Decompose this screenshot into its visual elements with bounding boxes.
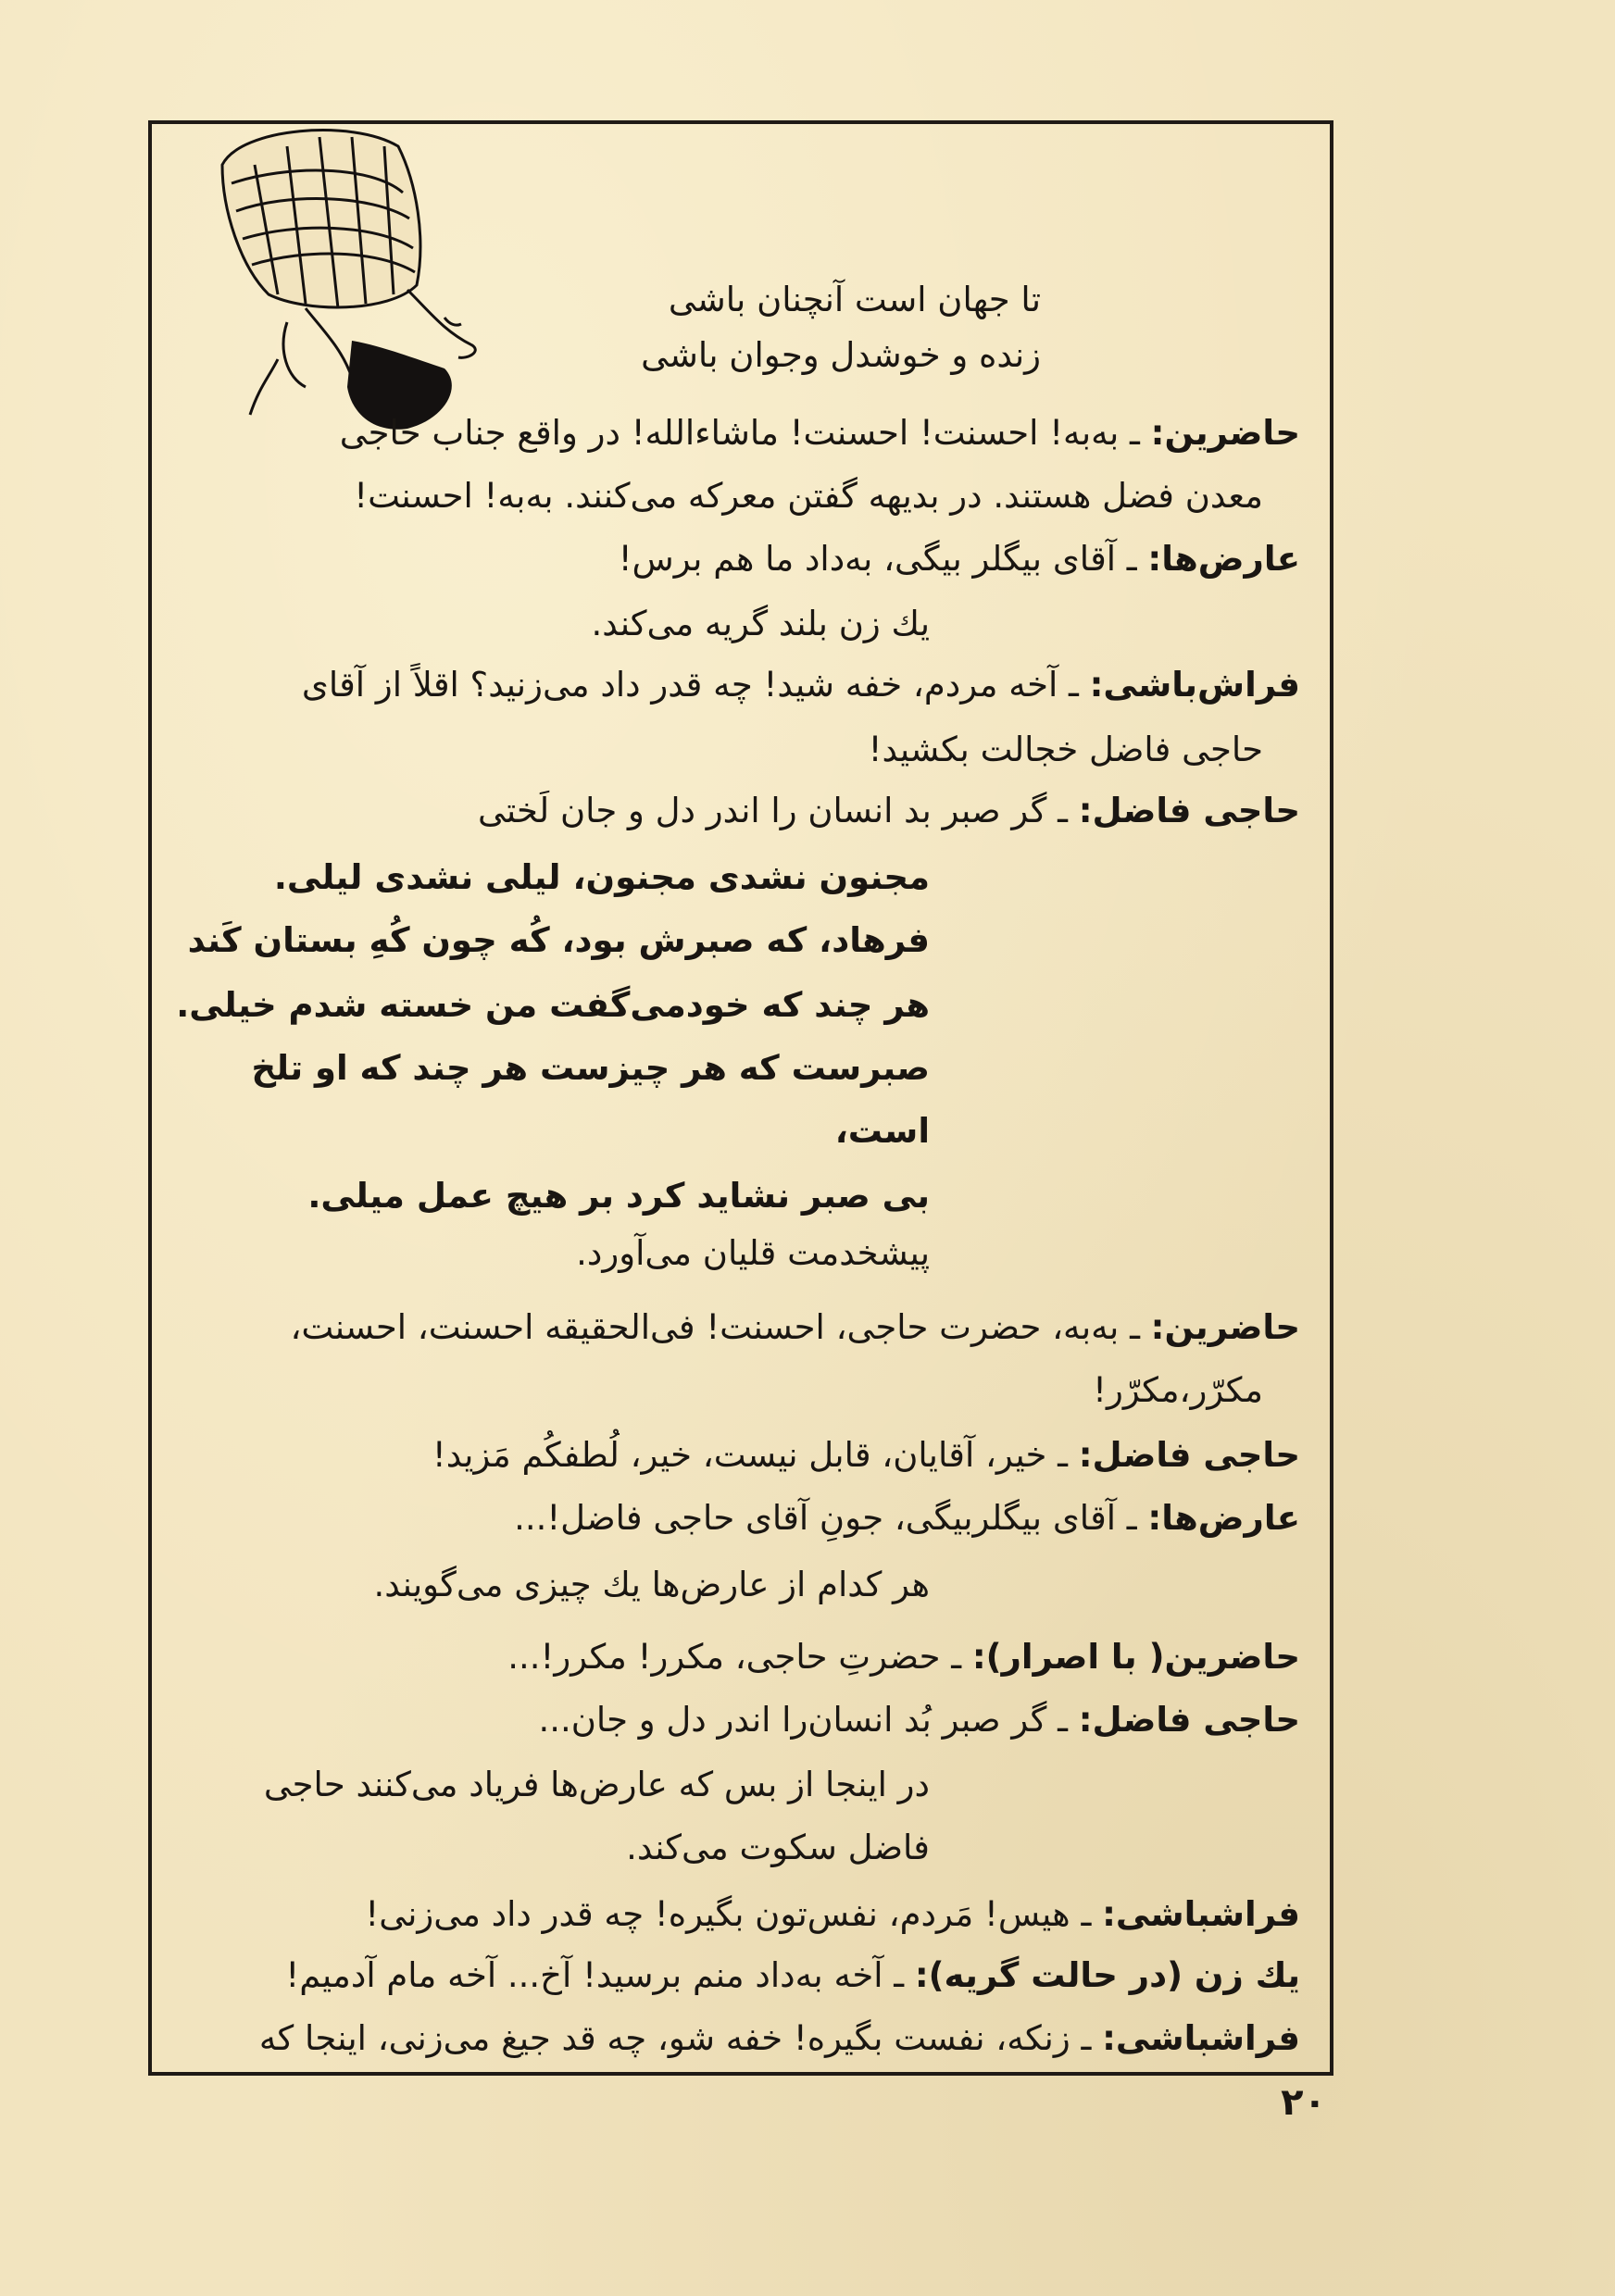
line-text: یك زن بلند گریه می‌کند. [591,604,930,643]
text-line [259,2016,1300,2061]
text-line [188,918,930,963]
text-line [507,1635,1300,1679]
line-text: معدن فضل هستند. در بدیهه گفتن معرکه می‌کنند. به‌به! احسنت! [354,476,1263,516]
line-text: صبرست که هر چیزست هر چند که او تلخ [251,1048,930,1088]
line-text: ـ گر صبر بُد انسان‌را اندر دل و جان... [538,1700,1079,1740]
line-text: مکرّر،مکرّر! [1093,1370,1263,1410]
line-text: فاضل سکوت می‌کند. [626,1828,930,1867]
line-text: ـ زنکه، نفست بگیره! خفه شو، چه قد جیغ می‌زنی، اینجا که [258,2018,1103,2058]
speaker-name: عارض‌ها: [1147,1498,1300,1538]
text-line [669,278,1041,322]
speaker-name: عارض‌ها: [1147,539,1300,579]
text-line [432,1433,1300,1478]
line-text: ـ آخه به‌داد منم برسید! آخ... آخه مام آدمیم! [285,1955,915,1995]
speaker-name: فراشباشی: [1102,1894,1300,1934]
text-line [835,1109,930,1154]
text-line [641,333,1041,378]
text-line [1093,1368,1263,1413]
line-text: ـ آخه مردم، خفه شید! چه قدر داد می‌زنید؟ اقلاً از آقای [301,665,1090,705]
text-line [365,1892,1300,1937]
line-text: در اینجا از بس که عارض‌ها فریاد می‌کنند حاجی [263,1765,930,1804]
speaker-name: حاجی فاضل: [1078,1700,1300,1740]
text-line [514,1496,1300,1541]
text-line [478,789,1300,833]
line-text: فرهاد، که صبرش بود، کُه چون کُهِ بستان کَند [187,920,930,960]
text-line [576,1231,930,1276]
line-text: حاجی فاضل خجالت بکشید! [868,730,1263,769]
line-text: ـ هیس! مَردم، نفس‌تون بگیره! چه قدر داد می‌زنی! [365,1894,1103,1934]
line-text: پیشخدمت قلیان می‌آورد. [576,1233,930,1273]
text-line [869,728,1263,772]
speaker-name: فراش‌باشی: [1089,665,1300,705]
text-line [373,1563,930,1607]
text-line [307,1174,930,1218]
line-text: ـ گر صبر بد انسان را اندر دل و جان لَختی [478,791,1079,830]
text-line [251,1046,930,1091]
sketch-illustration [167,109,556,443]
speaker-name: فراشباشی: [1102,2018,1300,2058]
text-line [264,1763,930,1807]
page-number: ۲۰ [1281,2081,1326,2124]
text-line [538,1698,1300,1742]
line-text: ـ آقای بیگلر بیگی، به‌داد ما هم برس! [618,539,1148,579]
line-text: ـ حضرتِ حاجی، مکرر! مکرر!... [507,1637,972,1677]
line-text: ـ به‌به! احسنت! احسنت! ماشاءالله! در واقع جناب حاجی [339,413,1151,453]
line-text: ـ آقای بیگلربیگی، جونِ آقای حاجی فاضل!... [514,1498,1148,1538]
text-line [354,474,1263,518]
speaker-name: حاضرین: [1150,413,1300,453]
line-text: هر چند که خودمی‌گفت من خسته شدم خیلی. [176,985,930,1025]
speaker-name: حاجی فاضل: [1078,791,1300,830]
speaker-name: حاضرین( با اصرار): [971,1637,1300,1677]
text-line [285,1953,1300,1998]
text-line [340,411,1300,455]
text-line [176,983,930,1028]
line-text: هر کدام از عارض‌ها یك چیزی می‌گویند. [373,1565,930,1604]
line-text: است، [834,1111,930,1151]
text-line [290,1305,1300,1350]
line-text: زنده و خوشدل وجوان باشی [641,335,1041,375]
text-line [626,1826,930,1870]
speaker-name: حاجی فاضل: [1078,1435,1300,1475]
text-line [302,663,1300,707]
speaker-name: یك زن (در حالت گریه): [914,1955,1300,1995]
text-line [592,602,930,646]
line-text: بی صبر نشاید کرد بر هیچ عمل میلی. [307,1176,930,1216]
text-line [274,855,930,900]
line-text: ـ به‌به، حضرت حاجی، احسنت! فی‌الحقیقه احسنت، احسنت، [290,1307,1151,1347]
speaker-name: حاضرین: [1150,1307,1300,1347]
line-text: تا جهان است آنچنان باشی [668,280,1041,319]
line-text: مجنون نشدی مجنون، لیلی نشدی لیلی. [273,857,930,897]
text-line [619,537,1300,581]
line-text: ـ خیر، آقایان، قابل نیست، خیر، لُطفکُم مَزید! [432,1435,1079,1475]
